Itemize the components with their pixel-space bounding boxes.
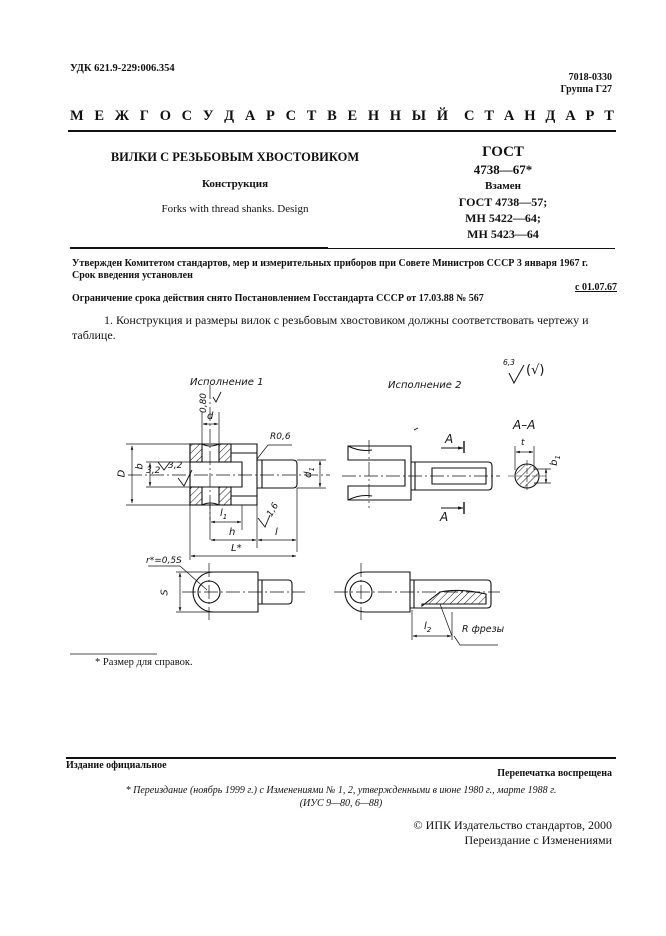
gost-label: ГОСТ bbox=[482, 144, 524, 160]
reissue-note-block bbox=[66, 784, 616, 810]
dim-S-label: S bbox=[159, 589, 171, 596]
banner-letter: Ж bbox=[114, 108, 130, 124]
banner-letter: Е bbox=[94, 108, 105, 124]
banner-letter: С bbox=[285, 108, 297, 124]
dim-l-label: l bbox=[275, 527, 278, 538]
banner-letter: Н bbox=[367, 108, 380, 124]
english-title: Forks with thread shanks. Design bbox=[161, 203, 309, 215]
dim-l1-text: l bbox=[220, 508, 223, 519]
banner-letter: У bbox=[202, 108, 214, 124]
dim-l1-sub: 1 bbox=[222, 513, 228, 521]
section-a-a bbox=[508, 446, 551, 492]
dim-l2-text: l bbox=[424, 621, 427, 632]
dim-l2-label bbox=[424, 621, 431, 634]
banner-letter: Р bbox=[266, 108, 275, 124]
paragraph-1: 1. Конструкция и размеры вилок с резьбовым хвостовиком должны соответствовать чертежу и таблице. bbox=[72, 313, 589, 342]
product-code: 7018-0330 bbox=[568, 72, 612, 83]
approval-text: Утвержден Комитетом стандартов, мер и измерительных приборов при Совете Министров СССР 3 января 1967 г. bbox=[72, 258, 588, 269]
roughness-value: 6,3 bbox=[503, 358, 515, 367]
roughness-32-left: 3,2 bbox=[146, 466, 161, 476]
dim-l1-label bbox=[220, 508, 227, 521]
dim-b1-label bbox=[549, 455, 562, 466]
banner-letter: Г bbox=[139, 108, 149, 124]
banner-letter: А bbox=[244, 108, 256, 124]
banner-letter: М bbox=[70, 108, 84, 124]
roughness-32-right: 3,2 bbox=[168, 461, 183, 471]
banner-letter: С bbox=[181, 108, 193, 124]
reissue-note: * Переиздание (ноябрь 1999 г.) с Изменениями № 1, 2, утвержденными в июне 1980 г., марте 1988 г. bbox=[125, 785, 557, 796]
udk-code: УДК 621.9-229:006.354 bbox=[70, 63, 175, 74]
document-title: ВИЛКИ С РЕЗЬБОВЫМ ХВОСТОВИКОМ bbox=[110, 150, 360, 164]
dim-d1-text: d bbox=[302, 471, 314, 478]
effective-label: Срок введения установлен bbox=[72, 270, 193, 281]
footer-rule bbox=[66, 757, 616, 759]
dim-D-label: D bbox=[116, 469, 128, 478]
banner-letter: Т bbox=[484, 108, 495, 124]
variant2-label: Исполнение 2 bbox=[388, 380, 462, 391]
banner-letter: Е bbox=[347, 108, 358, 124]
banner-letter: Ы bbox=[411, 108, 426, 124]
copyright: © ИПК Издательство стандартов, 2000 bbox=[413, 818, 612, 832]
dim-d1-label bbox=[303, 467, 316, 478]
effective-date: с 01.07.67 bbox=[575, 282, 617, 293]
variant1-side-view bbox=[148, 563, 305, 620]
banner-letter: Д bbox=[545, 108, 556, 124]
banner-letter: Д bbox=[224, 108, 235, 124]
dim-b1-sub: 1 bbox=[553, 455, 562, 460]
replaced-standard: МН 5423—64 bbox=[467, 227, 539, 241]
banner-letter: Н bbox=[524, 108, 536, 124]
banner-letter: Т bbox=[306, 108, 317, 124]
section-arrow-label-top: А bbox=[445, 432, 454, 446]
reprint-prohibited: Перепечатка воспрещена bbox=[497, 768, 612, 779]
dim-b1-text: b bbox=[548, 459, 560, 466]
banner-letter: С bbox=[464, 108, 475, 124]
ius-note: (ИУС 9—80, 6—88) bbox=[299, 798, 383, 809]
banner-letter: А bbox=[565, 108, 576, 124]
reissue-with-changes: Переиздание с Изменениями bbox=[464, 833, 612, 847]
roughness-080-label: 0,80 bbox=[199, 392, 210, 414]
dim-t-label: t bbox=[521, 438, 525, 448]
dim-L-label: L* bbox=[231, 543, 242, 554]
footnote: * Размер для справок. bbox=[95, 657, 193, 668]
banner-letter: О bbox=[159, 108, 171, 124]
banner-letter: Т bbox=[604, 108, 614, 124]
banner-letter: А bbox=[503, 108, 515, 124]
variant2-main-view bbox=[342, 428, 500, 514]
replaces-label: Взамен bbox=[485, 180, 521, 192]
banner-letter: В bbox=[327, 108, 337, 124]
section-arrow-label-bottom: А bbox=[440, 510, 449, 524]
radius-r-label: r*=0,5S bbox=[146, 556, 182, 566]
section-label: А–А bbox=[513, 418, 536, 432]
roughness-paren: (√) bbox=[526, 363, 545, 378]
dim-d1-sub: 1 bbox=[307, 467, 316, 472]
radius-r06-label: R0,6 bbox=[270, 432, 291, 442]
document-subtitle: Конструкция bbox=[201, 178, 269, 190]
dim-l2-sub: 2 bbox=[426, 626, 432, 634]
dim-h-label: h bbox=[229, 527, 236, 538]
dim-d-label: d bbox=[207, 411, 214, 422]
variant1-label: Исполнение 1 bbox=[190, 377, 264, 388]
replaced-standard: ГОСТ 4738—57; bbox=[458, 195, 548, 209]
copyright-block bbox=[414, 818, 612, 848]
banner-letter: Й bbox=[436, 108, 448, 124]
replaced-standard: МН 5422—64; bbox=[465, 211, 541, 225]
banner-letter: Н bbox=[389, 108, 402, 124]
banner-letter: Р bbox=[585, 108, 595, 124]
cutter-radius-label: R фрезы bbox=[462, 624, 505, 635]
group-code: Группа Г27 bbox=[560, 84, 612, 95]
restriction-text: Ограничение срока действия снято Постановлением Госстандарта СССР от 17.03.88 № 567 bbox=[72, 293, 484, 304]
roughness-symbol bbox=[509, 365, 524, 383]
dim-b-label: b bbox=[134, 463, 146, 470]
gost-number: 4738—67* bbox=[473, 162, 533, 177]
roughness-16-label: 1,6 bbox=[265, 501, 282, 519]
official-edition: Издание официальное bbox=[66, 760, 167, 771]
